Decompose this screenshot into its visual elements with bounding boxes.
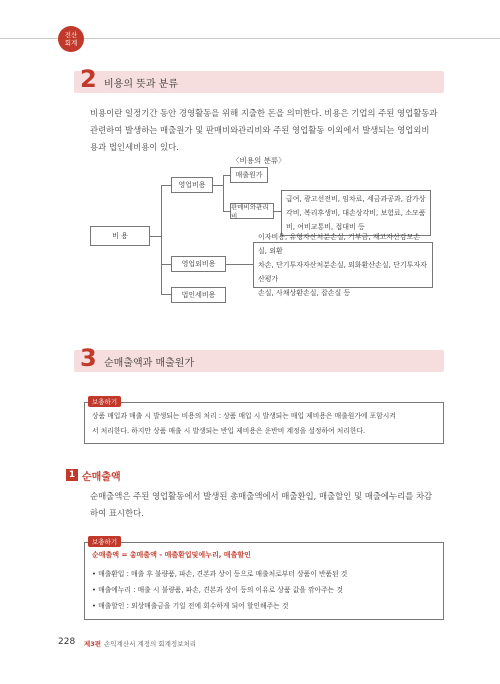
- non-operating-expense-box: 영업외비용: [171, 256, 226, 272]
- sga-box: 판매비와관리비: [230, 203, 274, 219]
- section-badge: [58, 26, 84, 52]
- section3-tip-text: [92, 409, 442, 439]
- detail-line: 손실, 사채상환손실, 잡손실 등: [258, 289, 351, 297]
- connector: [226, 264, 253, 265]
- subsection1-tip-label: 보충하기: [88, 536, 121, 547]
- section3-number: 3: [80, 344, 97, 372]
- connector: [223, 211, 230, 212]
- page-number: 228: [58, 637, 76, 647]
- operating-expense-box: 영업비용: [171, 177, 213, 193]
- tip-line: 상품 매입과 매출 시 발생되는 비용의 처리 : 상품 매입 시 발생되는 매입 제비용은 매출원가에 포함시켜: [92, 412, 396, 420]
- section2-number: 2: [80, 65, 97, 93]
- footer-part: 제3편: [84, 640, 102, 648]
- net-sales-formula: 순매출액 = 총매출액 - 매출환입및에누리, 매출할인: [92, 551, 251, 559]
- connector: [223, 175, 230, 176]
- para-line: 하여 표시한다.: [90, 508, 144, 518]
- detail-line: 급여, 광고선전비, 임차료, 세금과공과, 감가상: [286, 195, 426, 203]
- connector: [223, 175, 224, 211]
- connector: [274, 211, 281, 212]
- section2-title: 비용의 뜻과 분류: [104, 79, 178, 90]
- subsection1-badge: 1: [66, 469, 78, 481]
- cost-of-sales-box: 매출원가: [230, 167, 268, 183]
- para-line: 순매출액은 주된 영업활동에서 발생된 총매출액에서 매출환입, 매출할인 및 매출에누리를 차감: [90, 491, 433, 501]
- connector: [161, 294, 171, 295]
- badge-line2: 회계: [64, 39, 78, 47]
- para-line: 용과 법인세비용이 있다.: [90, 142, 179, 152]
- income-tax-box: 법인세비용: [171, 287, 226, 303]
- section3-tip-label: 보충하기: [88, 396, 121, 407]
- subsection1-title: 순매출액: [82, 472, 121, 483]
- bullet-item: • 매출에누리 : 매출 시 불량품, 파손, 견본과 상이 등의 이유로 상품 값을 깎아주는 것: [92, 586, 343, 594]
- section2-paragraph: [90, 105, 460, 156]
- para-line: 비용이란 일정기간 동안 경영활동을 위해 지출한 돈을 의미한다. 비용은 기업의 주된 영업활동과: [90, 108, 438, 118]
- bullet-item: • 매출할인 : 외상매출금을 기일 전에 회수하게 되어 할인해주는 것: [92, 602, 289, 610]
- root-box: 비 용: [90, 226, 150, 246]
- tip-line: 서 처리한다. 하지만 상품 매출 시 발생되는 반입 제비용은 운반비 계정을 설정하여 처리한다.: [92, 427, 366, 435]
- connector: [161, 185, 171, 186]
- para-line: 관련하여 발생하는 매출원가 및 판매비와관리비와 주된 영업활동 이외에서 발생되는 영업외비: [90, 125, 430, 135]
- detail-line: 비, 여비교통비, 접대비 등: [286, 223, 365, 231]
- subsection1-paragraph: [90, 488, 460, 522]
- badge-line1: 전산: [64, 31, 78, 39]
- connector: [213, 185, 223, 186]
- footer-chapter: 손익계산서 계정의 회계정보처리: [104, 640, 197, 648]
- connector: [150, 236, 161, 237]
- detail-line: 이자비용, 유형자산처분손실, 기부금, 재고자산감모손실, 외환: [258, 233, 421, 255]
- connector: [161, 185, 162, 294]
- connector: [161, 264, 171, 265]
- detail-line: 차손, 단기투자자산처분손실, 외화환산손실, 단기투자자산평가: [258, 261, 427, 283]
- bullet-item: • 매출환입 : 매출 후 불량품, 파손, 견본과 상이 등으로 매출처로부터 상품이 반품된 것: [92, 570, 348, 578]
- detail-line: 각비, 복리후생비, 대손상각비, 보험료, 소모품: [286, 209, 426, 217]
- subsection1-bullets: [92, 566, 442, 614]
- diagram-caption: 〈비용의 분류〉: [232, 156, 286, 165]
- section3-title: 순매출액과 매출원가: [104, 358, 195, 369]
- non-operating-detail-box: [253, 233, 433, 297]
